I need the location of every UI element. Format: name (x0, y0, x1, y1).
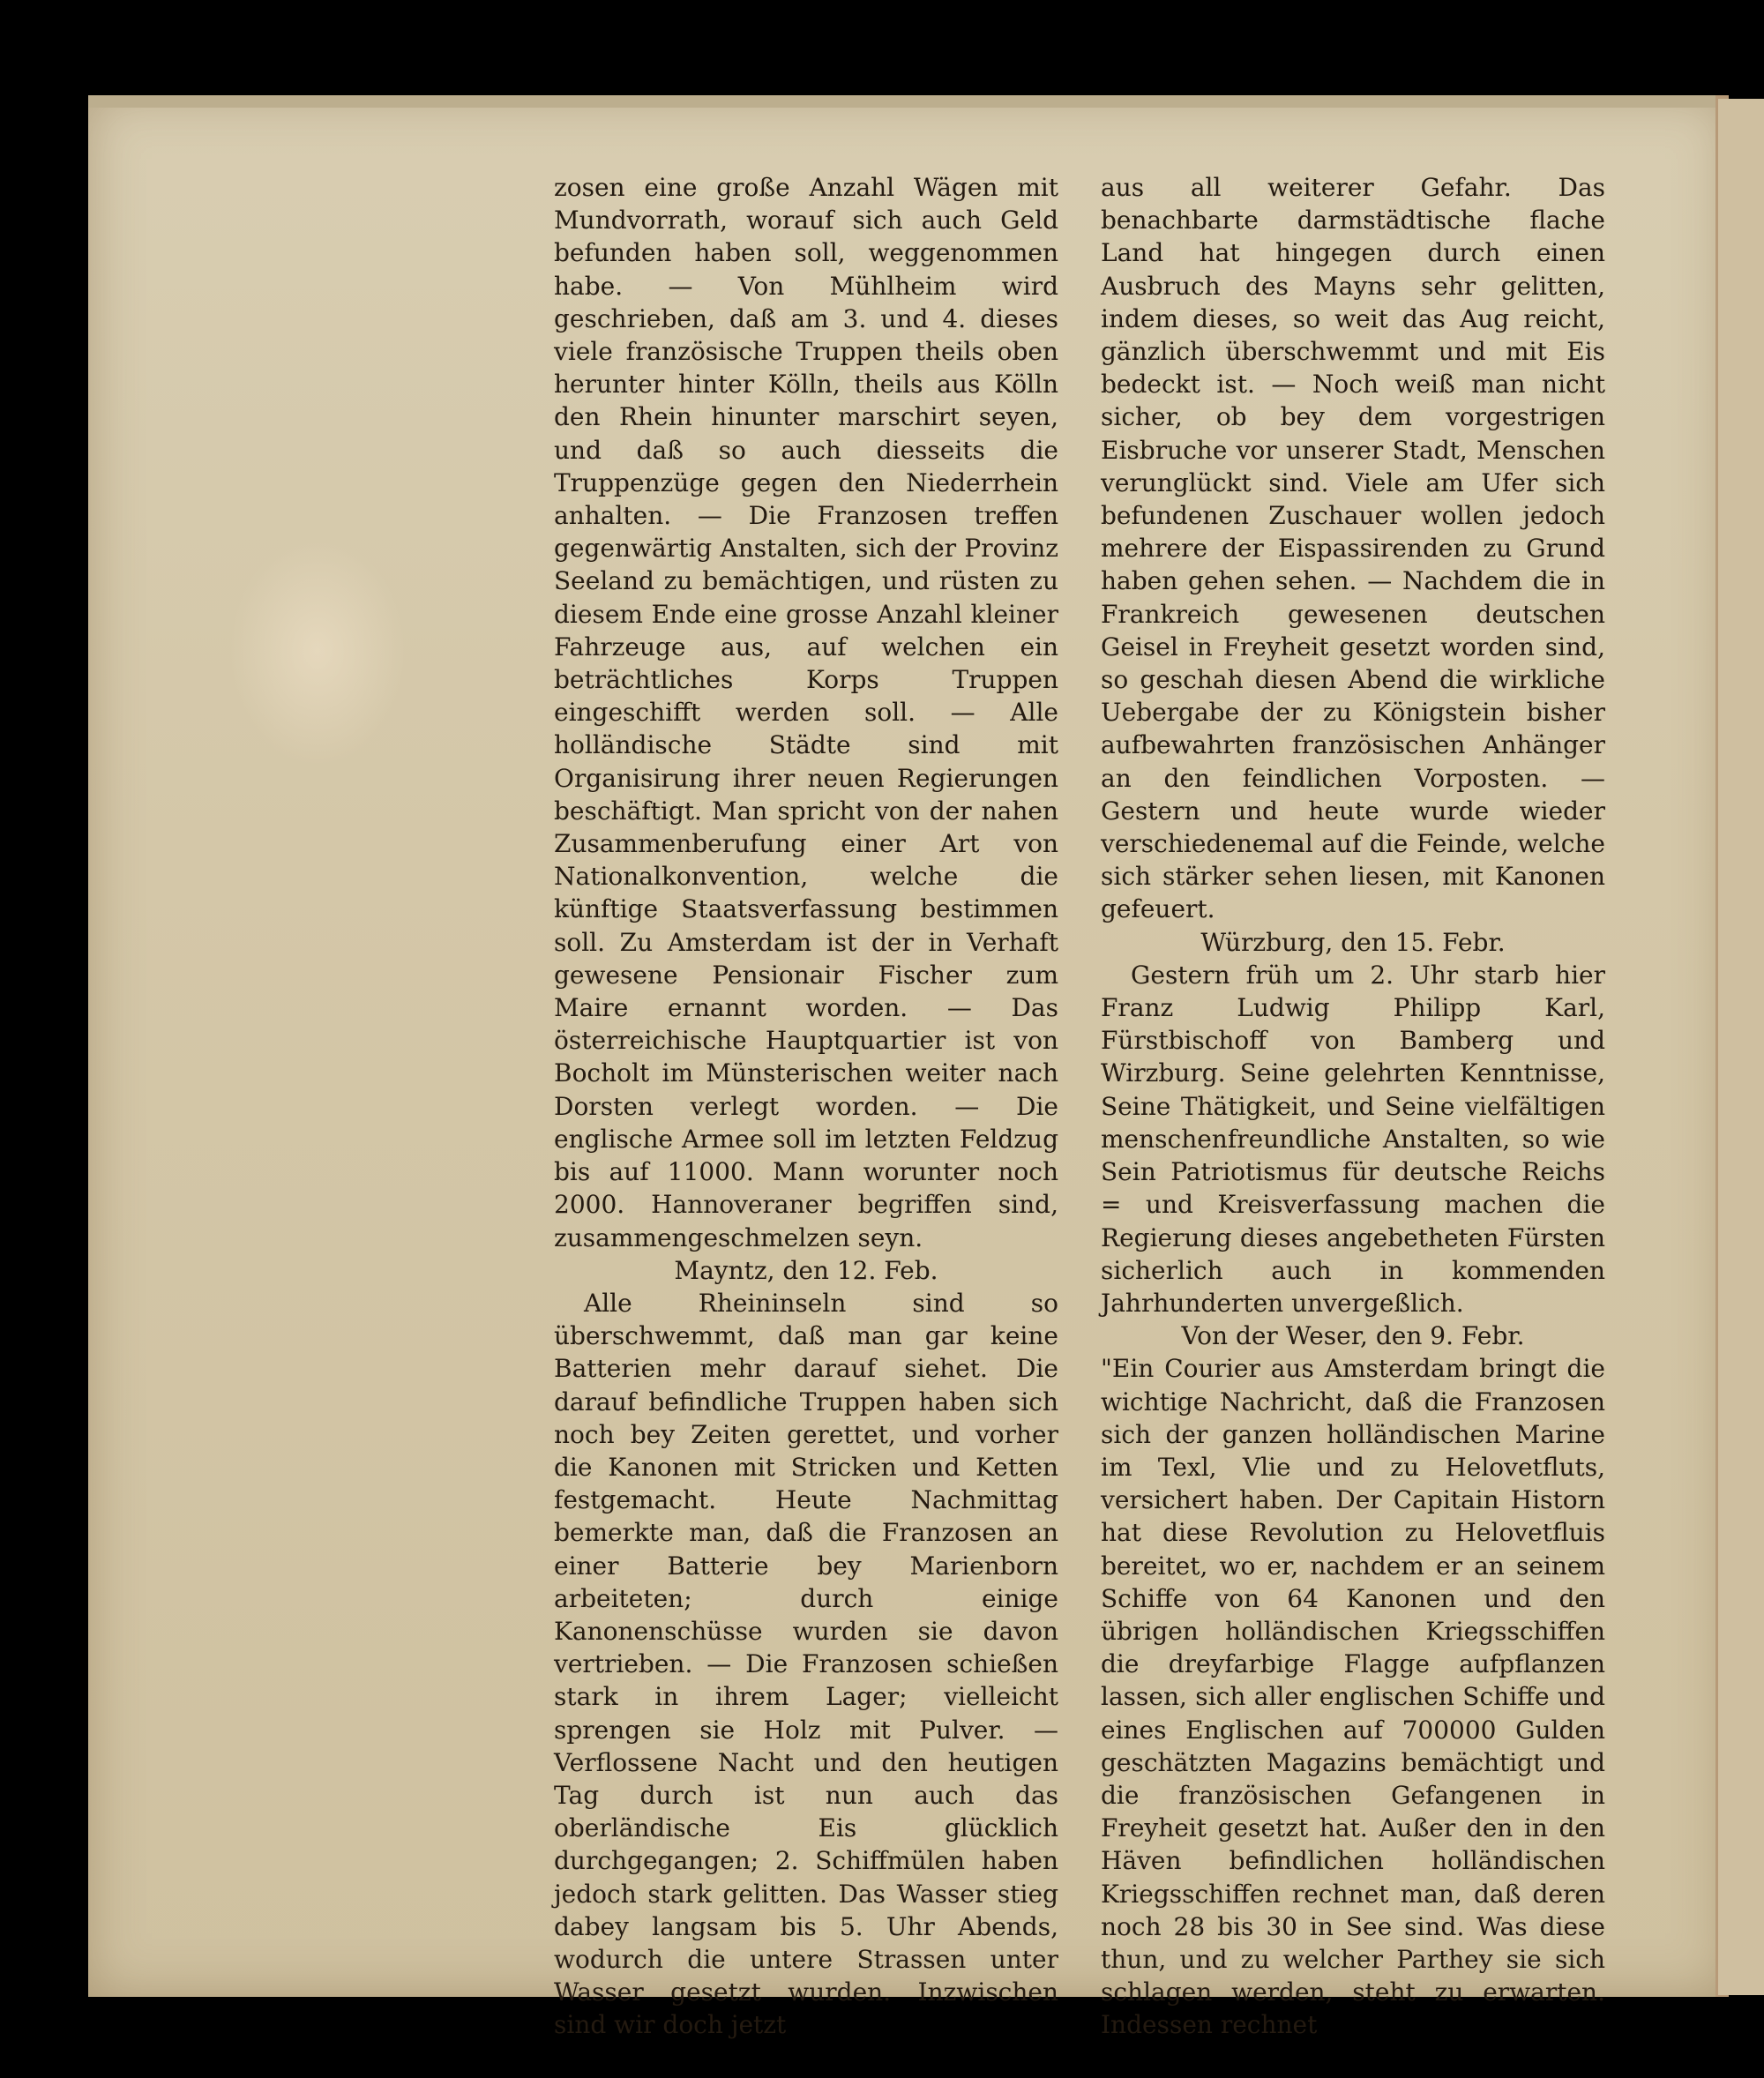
right-paragraph-3: "Ein Courier aus Amsterdam bringt die wichtige Nachricht, daß die Franzosen sich der ganzen holländischen Marine im Texl, Vlie und zu Helovetfluts, versichert haben. Der Capitain Historn hat diese Revolution zu Helovetfluis bereitet, wo er, nachdem er an seinem Schiffe von 64 Kanonen und den übrigen holländischen Kriegsschiffen die dreyfarbige Flagge aufpflanzen lassen, sich aller englischen Schiffe und eines Englischen auf 700000 Gulden geschätzten Magazins bemächtigt und die französischen Gefangenen in Freyheit gesetzt hat. Außer den in den Häven befindlichen holländischen Kriegsschiffen rechnet man, daß deren noch 28 bis 30 in See sind. Was diese thun, und zu welcher Parthey sie sich schlagen werden, steht zu erwarten. Indessen rechnet (1101, 1354, 1605, 2040)
adjacent-page-edge (1718, 99, 1764, 1995)
dateline-mayntz: Mayntz, den 12. Feb. (674, 1255, 938, 1285)
right-paragraph-1: aus all weiterer Gefahr. Das benachbarte darmstädtische flache Land hat hingegen durch einen Ausbruch des Mayns sehr gelitten, indem dieses, so weit das Aug reicht, gänzlich überschwemmt und mit Eis bedeckt ist. — Noch weiß man nicht sicher, ob bey dem vorgestrigen Eisbruche vor unserer Stadt, Menschen verunglückt sind. Viele am Ufer sich befundenen Zuschauer wollen jedoch mehrere der Eispassirenden zu Grund haben gehen sehen. — Nachdem die in Frankreich gewesenen deutschen Geisel in Freyheit gesetzt worden sind, so geschah diesen Abend die wirkliche Uebergabe der zu Königstein bisher aufbewahrten französischen Anhänger an den feindlichen Vorposten. — Gestern und heute wurde wieder verschiedenemal auf die Feinde, welche sich stärker sehen liesen, mit Kanonen gefeuert. (1101, 173, 1605, 924)
dateline-wuerzburg: Würzburg, den 15. Febr. (1200, 927, 1506, 957)
right-paragraph-2: Gestern früh um 2. Uhr starb hier Franz Ludwig Philipp Karl, Fürstbischoff von Bamberg und Wirzburg. Seine gelehrten Kenntnisse, Seine Thätigkeit, und Seine vielfältigen menschenfreundliche Anstalten, so wie Sein Patriotismus für deutsche Reichs = und Kreisverfassung machen die Regierung dieses angebetheten Fürsten sicherlich auch in kommenden Jahrhunderten unvergeßlich. (1101, 960, 1605, 1318)
left-text-column (554, 171, 1058, 2042)
dateline-weser: Von der Weser, den 9. Febr. (1181, 1321, 1525, 1351)
right-text-column (1101, 171, 1605, 2042)
left-paragraph-1: zosen eine große Anzahl Wägen mit Mundvorrath, worauf sich auch Geld befunden haben soll, weggenommen habe. — Von Mühlheim wird geschrieben, daß am 3. und 4. dieses viele französische Truppen theils oben herunter hinter Kölln, theils aus Kölln den Rhein hinunter marschirt seyen, und daß so auch diesseits die Truppenzüge gegen den Niederrhein anhalten. — Die Franzosen treffen gegenwärtig Anstalten, sich der Provinz Seeland zu bemächtigen, und rüsten zu diesem Ende eine grosse Anzahl kleiner Fahrzeuge aus, auf welchen ein beträchtliches Korps Truppen eingeschifft werden soll. — Alle holländische Städte sind mit Organisirung ihrer neuen Regierungen beschäftigt. Man spricht von der nahen Zusammenberufung einer Art von Nationalkonvention, welche die künftige Staatsverfassung bestimmen soll. Zu Amsterdam ist der in Verhaft gewesene Pensionair Fischer zum Maire ernannt worden. — Das österreichische Hauptquartier ist von Bocholt im Münsterischen weiter nach Dorsten verlegt worden. — Die englische Armee soll im letzten Feldzug bis auf 11000. Mann worunter noch 2000. Hannoveraner begriffen sind, zusammengeschmelzen seyn. (554, 173, 1058, 1252)
paper-stain (229, 536, 406, 766)
page-top-edge (88, 95, 1729, 108)
left-paragraph-2: Alle Rheininseln sind so überschwemmt, daß man gar keine Batterien mehr darauf siehet. Die darauf befindliche Truppen haben sich noch bey Zeiten gerettet, und vorher die Kanonen mit Stricken und Ketten festgemacht. Heute Nachmittag bemerkte man, daß die Franzosen an einer Batterie bey Marienborn arbeiteten; durch einige Kanonenschüsse wurden sie davon vertrieben. — Die Franzosen schießen stark in ihrem Lager; vielleicht sprengen sie Holz mit Pulver. — Verflossene Nacht und den heutigen Tag durch ist nun auch das oberländische Eis glücklich durchgegangen; 2. Schiffmülen haben jedoch stark gelitten. Das Wasser stieg dabey langsam bis 5. Uhr Abends, wodurch die untere Strassen unter Wasser gesetzt wurden. Inzwischen sind wir doch jetzt (554, 1288, 1058, 2040)
